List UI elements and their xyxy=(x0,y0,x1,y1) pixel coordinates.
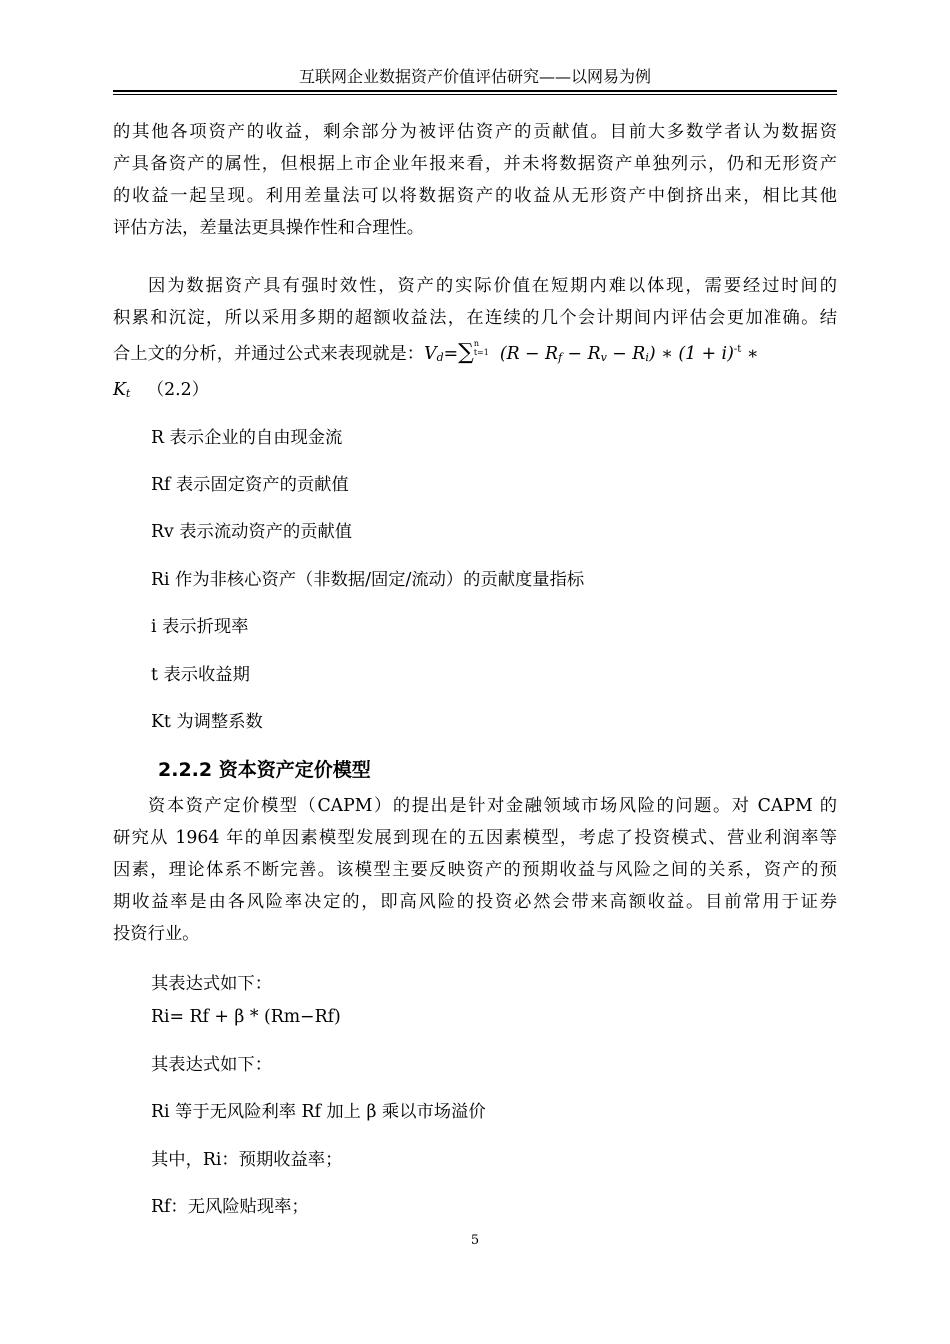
page-number: 5 xyxy=(470,1233,480,1248)
running-header: 互联网企业数据资产价值评估研究——以网易为例 xyxy=(298,67,651,86)
text-line: 因素，理论体系不断完善。该模型主要反映资产的预期收益与风险之间的关系，资产的预 xyxy=(113,860,837,880)
text-line: 的其他各项资产的收益，剩余部分为被评估资产的贡献值。目前大多数学者认为数据资 xyxy=(113,122,837,142)
text-line: 的收益一起呈现。利用差量法可以将数据资产的收益从无形资产中倒挤出来，相比其他 xyxy=(113,186,837,206)
paragraph-excess-earnings xyxy=(113,270,837,410)
definition-ri: 其中，Ri：预期收益率； xyxy=(151,1150,343,1170)
definition-item: R 表示企业的自由现金流 xyxy=(151,428,343,448)
equation-number: （2.2） xyxy=(146,380,209,400)
expression-intro: 其表达式如下： xyxy=(151,974,272,994)
adjustment-coefficient: Kt xyxy=(113,380,131,400)
text-line: 评估方法，差量法更具操作性和合理性。 xyxy=(113,218,425,238)
header-rule-thin xyxy=(113,94,837,95)
definition-rf: Rf：无风险贴现率； xyxy=(151,1197,309,1217)
text-line: 研究从 1964 年的单因素模型发展到现在的五因素模型，考虑了投资模式、营业利润率等 xyxy=(113,828,837,848)
text-line: 资本资产定价模型（CAPM）的提出是针对金融领域市场风险的问题。对 CAPM 的 xyxy=(148,796,837,816)
expression-intro: 其表达式如下： xyxy=(151,1055,272,1075)
formula-intro: 合上文的分析，并通过公式来表现就是： xyxy=(113,344,425,364)
text-line: 期收益率是由各风险率决定的，即高风险的投资必然会带来高额收益。目前常用于证券 xyxy=(113,892,837,912)
text-line: 因为数据资产具有强时效性，资产的实际价值在短期内难以体现，需要经过时间的 xyxy=(148,276,837,296)
header-rule-thick xyxy=(113,90,837,92)
text-line: 产具备资产的属性，但根据上市企业年报来看，并未将数据资产单独列示，仍和无形资产 xyxy=(113,154,837,174)
definition-item: i 表示折现率 xyxy=(151,617,249,637)
definition-item: Kt 为调整系数 xyxy=(151,712,263,732)
text-line: 投资行业。 xyxy=(113,924,200,944)
paragraph-capm xyxy=(113,790,837,950)
valuation-formula: Vd=∑n t=1 (R − Rf − Rv − Ri) ∗ $(1 + i)^{-t}$ ∗ xyxy=(424,339,759,365)
formula-line-continued xyxy=(113,374,837,410)
definition-item: t 表示收益期 xyxy=(151,665,250,685)
section-heading: 2.2.2 资本资产定价模型 xyxy=(158,759,371,781)
capm-formula: Ri= Rf + β * (Rm−Rf) xyxy=(151,1007,341,1027)
capm-description: Ri 等于无风险利率 Rf 加上 β 乘以市场溢价 xyxy=(151,1102,486,1122)
definition-item: Ri 作为非核心资产（非数据/固定/流动）的贡献度量指标 xyxy=(151,570,585,590)
definition-item: Rf 表示固定资产的贡献值 xyxy=(151,475,349,495)
definition-item: Rv 表示流动资产的贡献值 xyxy=(151,522,353,542)
summation-icon: ∑ xyxy=(458,340,474,365)
text-line: 积累和沉淀，所以采用多期的超额收益法，在连续的几个会计期间内评估会更加准确。结 xyxy=(113,308,837,328)
formula-line xyxy=(113,334,837,374)
paragraph-continuation xyxy=(113,116,837,244)
